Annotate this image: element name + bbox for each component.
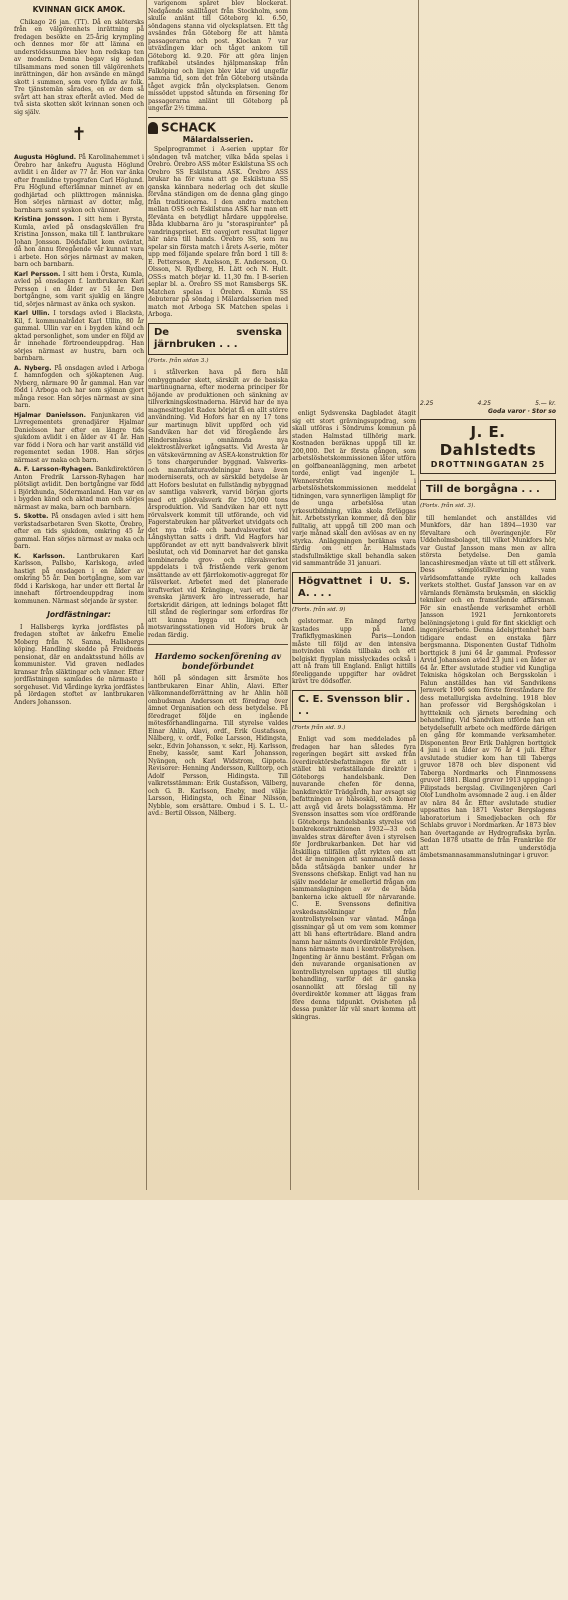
obituary: Karl Persson. I sitt hem i Örsta, Kumla, avled på onsdagen f. lantbrukaren Karl Persson i en ålder av 51 år. Den bortgångne, som varit sjuklig en längre tid, sörjes närmast av änka och syskon. xyxy=(14,270,144,308)
chess-heading: SCHACK xyxy=(148,122,288,134)
obituary: K. Karlsson. Lantbrukaren Karl Karlsson, Pallsbo, Karlskoga, avled hastigt på onsdagen i en ålder av omkring 55 år. Den bortgångne, som var född i Karlskoga, har under ett flertal år innehaft förtroendeuppdrag inom kommunen. Närmast sörjande är syster. xyxy=(14,552,144,605)
article-body: till hemlandet och anställdes vid Munkfors, där han 1894—1930 var förvaltare och överingenjör. För Uddeholmsbolaget, till vilket Munkfors hör, var Gustaf Jansson mans men av allra största betydelse. Den gamla lancashiresmedjan växte ut till ett stålverk. Dess sömplöstillverkning vann världsomfattande rykte och kallades verkets stolthet. Gustaf Jansson var en av värnlands förnämsta bruksmän, en skicklig tekniker och en framstående affärsman. För sin enastående verksamhet erhöll Jansson 1921 Jernkontorets belöningsjetong i guld för fint skickligt och ingenjörsarbete. Denna ädelsjrttenhet bars tidigare endast en enstaka fjärr bergsmanna. Disponenten Gustaf Tidholm borttgick 8 juni 64 år gammal. Professor Arvid Johansson avled 23 juni i en ålder av 64 år. Efter avslutade studier vid Kungliga Tekniska högskolan och Bergsskolan i Falun anställdes han vid Sandvikens Jernverk 1906 som förste föreståndare för dess metallurgiska avdelning. 1918 blev han professor vid Bergshögskolan i hyttteknik och järnets beredning och behandling. Vid Sandviken utförde han ett betydelsefullt arbete och medförde därigen en gång för kommande verksamheter. Disponenten Bror Erik Dahlgren borttgick 4 juni i en ålder av 76 år 4 juli. Efter avslutade studier kom han till Tabergs gruvor 1878 och blev disponent vid Taberga Nordmarks och Finnmossens gruvor 1881. Bland gruvor 1913 uppgingo i Filipstads bergslag. Civilingenjören Carl Olof Lundholm avsomnade 2 aug. i en ålder av nära 84 år. Efter avslutade studier uppsattes han 1871 Vester Bergslagens laboratorium i Smedjebacken och för Schlabs gruvor i Nordmarken. År 1873 blev han övertagande av Hydrografiska byrån. Sedan 1878 utsatte de från Frankrike för att understödja ämbetsmannasammanslutningar i gruvor. xyxy=(420,514,556,859)
obituary: Karl Ullin. I torsdags avled i Blacksta, Kil, f. kommunalrådet Karl Ullin, 80 år gammal. Ullin var en i bygden känd och aktad personlighet, som under en följd av år innehade förtroendeuppdrag. Han sörjes närmast av hustru, barn och barnbarn. xyxy=(14,310,144,362)
headline-box: Högvattnet i U. S. A. . . . xyxy=(292,572,416,604)
headline-box: Till de borgågna . . . xyxy=(420,480,556,500)
column-3 xyxy=(292,410,416,1600)
article-body: i stålverken hava på flera håll ombyggnader skett, särskilt av de basiska martinugnarna, efter moderna principer för höjande av produktionen och sänkning av tillverkningskostnaderna. Härvid har de nya magnesitteglet Radex börjat få en allt större användning. Vid Hofors har en ny 17 tons sur martinugn blivit uppförd och vid Sandviken har det vid föregående års Hindersmässa omnämnda nya elektrostålverket igångsatts. Vid Avesta är en vätskevärmning av ASEA-konstruktion för 5 tons chargerunder byggnad. Valsverks- och manufakturavdelningar hava även moderniserats, och av särskild betydelse är att Hofors beslutat en fullständig nybyggnad av samtliga valsverk, varvid början gjorts med ett glödvalsverk för 150,000 tons årsproduktion. Vid Sandviken har ett nytt rörvalsverk kommit till utförande, och vid Fagerstabruken har plåtverket utvidgats och det nya tråd- och bandvalsverket vid Långshyttan satts i drift. Vid Hagfors har uppförandet av ett nytt bandvalsverk blivit beslutat, och vid Domnarvet har det ganska kombinerade grov- och rälsvalsverket uppdelats i två fristående verk genom insättande av ett fjärrlokomotiv-aggregat för rälsverket. Arbetet med det planerade kraftverket vid Kränginge, vari ett flertal svenska järnverk äro intresserade, har fortskridit därigen, att lednings bolaget fått till stånd de regleringar som erfordras för att kunna bygga ut linjen, och motsvaringsstationen vid Hofors bruk är redan färdig. xyxy=(148,369,288,639)
price: 2.25 xyxy=(420,400,434,407)
column-rule xyxy=(290,0,291,1190)
continuation-note: (Forts. från sidan 3.) xyxy=(148,357,209,364)
column-4 xyxy=(420,400,556,1590)
obituary: S. Skotte. På onsdagen avled i sitt hem verkstadsarbetaren Sven Skotte, Örebro, efter en tids sjukdom, omkring 45 år gammal. Han sörjes närmast av maka och barn. xyxy=(14,513,144,550)
chess-body: Spelprogrammet i A-serien upptar för söndagen två matcher, vilka båda spelas i Örebro. Örebro ASS möter Eskilstuna SS och Orebro SS Eskilstuna ASK. Örebro ASS brukar ha för vana att ge Eskilstuna SS ganska kännbara nederlag och det skulle förvåna ständigen om de denna gång gingo från traditionerna. I den andra matchen mellan OSS och Eskilstuna ASK har man ett förvänta en betydligt hårdare uppgörelse. Båda klubbarna äro ju "storaspiranter" på vandringspriset. Ett oavgjort resultat ligger här nära till hands. Örebro SS, som nu spelar sin första match i årets A-serie, möter upp med följande spelare från bord 1 till 8: E. Pettersson, F. Axelsson, E. Andersson, O. Olsson, N. Rydberg, H. Lätt och N. Hult. OSS:s match börjar kl. 11,30 fm. I B-serien seplar bl. a. Örebro SS mot Ramsbergs SK. Matchen spelas i Örebro. Kumla SS debuterar på söndag i Mälardalsserien med match mot Arboga SK Matchen spelas i Arboga. xyxy=(148,146,288,318)
article-body: Enligt vad som meddelades på fredagen har han således fyra regeringen begärt sitt avsked från överdirektörsbefattningen för att i stället bli verkställande direktör i Göteborgs handelsbank. Den nuvarande chefen för denna, bankdirektör Trädgårdh, har avsagt sig befattningen av hälsoskäl, och komer att avgå vid årets bolagsstämma. Hr Svensson insattes som vice ordförande i Göteborgs handelsbanks styrelse vid bankrekonstruktionen 1932—33 och invaldes strax därefter även i styrelsen för Jordbrukarbanken. Det har vid åtskilliga tillfällen gått rykten om att det är meningen att sammanslå dessa båda ståtsägda banker under hr Svenssons chefskap. Enligt vad han nu själv meddelar är emellertid frågan om sammanslagningen av de båda bankerna icke aktuell för närvarande. C. E. Svenssons definitiva avskedsansökningar från kontrollstyrelsen var väntad. Många gissningar gå ut om vem som kommer att bli hans efterträdare. Bland andra namn har nämnts överdirektör Fröjden, hans närmaste man i kontrollstyrelsen. Ingenting är ännu bestämt. Frågan om den nuvarande organisationen av kontrollstyrelsen upptages till slutlig behandling, varför det är ganska osannolikt att förslag till ny överdirektör kommer att läggas fram före denna tidpunkt. Ovisheten på dessa punkter lär väl snart komma att skingras. xyxy=(292,736,416,1021)
ad-address: DROTTNINGGATAN 25 xyxy=(430,460,546,469)
article-body: gelstormar. En mängd fartyg kastades upp på land. Trafikflygmaskinen Paris—London måste till följd av den intensiva motvinden vända tillbaka och ett belgiskt flygplan misslyckades också i att nå fram till England. Enligt hittills föreliggande uppgifter har ovädret krävt tre dödsoffer. xyxy=(292,618,416,685)
continuation-note: (Forts. från sid. 3). xyxy=(420,503,476,509)
advertisement xyxy=(420,419,556,474)
column-1 xyxy=(14,0,144,1190)
obituary: Hjalmar Danielsson. Fanjunkaren vid Livregementets grenadjärer Hjalmar Danielsson har efter en längre tids sjukdom avlidit i en ålder av 41 år. Han var född i Nora och har varit anställd vid regementet sedan 1908. Han sörjes närmast av maka och barn. xyxy=(14,411,144,464)
obituary: A. Nyberg. På onsdagen avled i Arboga f. hamnfogden och sjökaptenen Aug. Nyberg, närmare 90 år gammal. Han var född i Arboga och har som sjöman gjort många resor. Han sörjes närmast av sina barn. xyxy=(14,364,144,409)
article-heading: KVINNAN GICK AMOK. xyxy=(32,5,126,14)
headline-box: De svenska järnbruken . . . xyxy=(148,323,288,355)
chess-subheading: Mälardalsserien. xyxy=(182,134,254,144)
obituaries xyxy=(14,154,144,605)
article-continuation: varigenom spåret blev blockerat. Nedgående snälltåget från Stockholm, som skulle anlänt till Göteborg kl. 6.50, söndagens stanna vid olycksplatsen. Ett tåg avsändes från Göteborg för att hämta passagerarna och post. Klockan 7 var utväxlingen klar och tåget ankom till Göteborg kl. 9.20. För att göra linjen trafikabel utsändes hjälpmanskap från Falköping och linjen blev klar vid ungefär samma tid, som det från Göteborg utsända tåget avgick från olycksplatsen. Genom missödet uppstod såtunda en försening för passagerarna anlänt till Göteborg på ungefär 2½ timma. xyxy=(148,0,288,112)
headline-box: C. E. Svensson blir . . . xyxy=(292,690,416,722)
item-heading: Hardemo sockenförening av bondeförbundet xyxy=(154,651,282,671)
chess-piece-icon xyxy=(148,122,158,134)
cross-icon: ✝ xyxy=(71,124,87,145)
ad-tagline: Goda varor · Stor so xyxy=(488,408,556,415)
continuation-note: (Forts från sid. 9.) xyxy=(292,724,346,731)
obituary: Augusta Höglund. På Karolinahemmet i Örebro har änkefru Augusta Höglund avlidit i en ålder av 77 år. Hon var änka efter framlidne typografen Carl Höglund. Fru Höglund efterlämnar minnet av en godhjärtad och plikttrogen människa. Hon sörjes närmast av dotter, måg, barnbarn samt syskon och vänner. xyxy=(14,154,144,214)
column-rule xyxy=(146,0,147,1190)
obituary: A. F. Larsson-Ryhagen. Bankdirektören Anton Fredrik Larsson-Ryhagen har plötsligt avlidit. Den bortgångne var född i Björkhunda, Södermanland. Han var en i bygden känd och aktad man och sörjes närmast av maka, barn och barnbarn. xyxy=(14,466,144,511)
section-body: I Hallsbergs kyrka jordfästes på fredagen stoftet av änkefru Emelie Moberg från N. Sanna, Hallsbergs köping. Handling skedde på Freidnens pensionat, där en andaktsstund hölls av kommunister. Vid graven nedlades kransar från släktingar och vänner. Efter jordfästningen samlades de närmaste i sorgehuset. Vid Vårdinge kyrka jordfästes på lördagen stoftet av lantbrukaren Anders Johansson. xyxy=(14,623,144,706)
ad-store-name: J. E. Dahlstedts xyxy=(439,423,537,459)
price: 4.25 xyxy=(477,400,491,407)
item-body: höll på söndagen sitt årsmöte hos lantbrukaren Einar Ahlin, Alavi. Efter välkomnandeförrättning av hr Ahlin höll ombudsman Andersson ett föredrag över ämnet Organisation och dess betydelse. På föredraget följde en ingående mötesförhandlingarna. Till styrelse valdes Einar Ahlin, Alavi, ordf., Erik Gustafsson, Nälberg, v. ordf., Folke Larsson, Hidingsta, sekr., Edvin Johansson, v. sekr., Hj. Karlsson, Eneby, kassör, samt Karl Johansson, Nyängen, och Karl Widstrom, Gippeta. Revisorer: Henning Andersson, Kulltorp, och Adolf Persson, Hidingsta. Till valkretsstämman: Erik Gustafsson, Välberg, och G. B. Karlsson, Eneby, med välja: Larsson, Hidingsta, och Einar Nilsson, Nybble, som ersättare. Ombud i S. L. U.-avd.: Bertil Olsson, Nälberg. xyxy=(148,675,288,817)
obituary: Kristina Jonsson. I sitt hem i Byrsta, Kumla, avled på onsdagskvällen fru Kristina Jonsson, maka till f. lantbrukare Johan Jonsson. Dödsfallet kom oväntat, då hon ännu föregående vår kunnat vara i arbete. Hon sörjes närmast av maken, barn och barnbarn. xyxy=(14,216,144,268)
section-heading: Jordfästningar: xyxy=(47,610,111,619)
divider xyxy=(148,117,288,118)
column-rule xyxy=(418,0,419,1190)
article-body: Chikago 26 jan. (TT). Då en skötersks från en välgörenhets inrättning på fredagen besökte en 25-årig krympling och dennes mor för att lämna en understödssumma blev hon redskap ten av modern. Denna begav sig sedan tillsammans med sonen till välgörenhets inrättningen, där hon avsände en mängd skott i summen, som voro fyllda av folk. Tre tjänstemän sårades, en av dem så svårt att han strax efteråt avled. Med de två sista skotten sköt kvinnan sonen och sig själv. xyxy=(14,18,144,116)
divider xyxy=(148,644,288,645)
ad-prices xyxy=(420,400,556,408)
column-2 xyxy=(148,0,288,1190)
article-continuation: enligt Sydsvenska Dagbladet åtagit sig ett stort grävningsuppdrag, som skall utföras i Söndrums kommun på staden Halmstad tillhörig mark. Kostnaden beräknas uppgå till kr. 200,000. Det är första gången, som arbetslöshetskommissionen låter utföra en golfbaneanläggning, men arbetet torde, enligt vad ingenjör L. Wennerström i arbetslöshetskommissionen meddelat tidningen, vara synnerligen lämpligt för de unga arbetslösa utan yrkesutbildning, vilka skola förläggas hit. Arbetsstyrkan kommer, då den blir fulltalig, att uppgå till 200 man och varje månad skall den avlösas av en ny styrka. Anläggningen beräknas vara färdig om ett år. Halmstads stadsfullmäktige skall behandla saken vid sammanträde 31 januari. xyxy=(292,410,416,567)
continuation-note: (Forts. från sid. 9) xyxy=(292,606,346,613)
price: 5.— kr. xyxy=(535,400,556,407)
